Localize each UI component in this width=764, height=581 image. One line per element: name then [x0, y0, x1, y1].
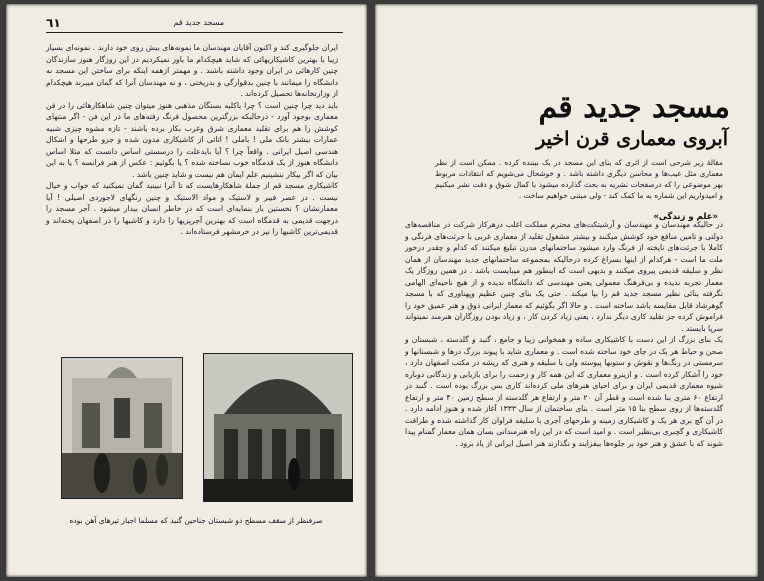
left-body-text	[46, 42, 338, 238]
paragraph: باید دید چرا چنین است ؟ چرا باکلیه بستگان مذهبی هنوز میتوان چنین شاهکارهائی را در فن معماری بوجود آورد - درحالیکه بزرگترین محصول فرنگ رفته‌های ما در این فن - اگر منتهای کوشش را هم برای تقلید معماری شرق وغرب بکار برده باشند - تازه مشوه چیزی شبیه عمارات بیشتر بانک ملی ! باملی ! اثاثی از کاشیکاری مدون شده و جزو طرحها و اشکال هندسی اصیل ایرانی . واقعاً چرا ؟ آیا بایدعلت را درسستی اساس دانست که مثلا اساس دانشگاه هنوز از یک قدمگاه خوب نساخته شده ؟ یا بگوئیم : عکس از هنر فرانسه ؟ یا به این بیان که اگر بیکار بنشینیم علم ایمان هم نیست و شاید چنین باشد .	[46, 100, 338, 179]
paragraph: یک بنای بزرگ از این دست با کاشیکاری ساده و همخوانی زیبا و جامع ، گنبد و گلدسته ، شبستان و صحن و حیاط هر یک در جای خود ساخته شده است . و معماری شاید با پیوند بزرگ درها و شبستانها و سرمستی در رنگ‌ها و نقوش و ستونها پیوسته ولی با سلیقه و هنری که ریشه در مکتب اصفهان دارد ، خود را آشکار کرده است . و ازینرو معماری که این همه کار و زحمت را برای بازیابی و زندگانی دوباره شیوه معماری قدیمی ایران و برای احیای هنرهای ملی کرده‌اند کاری بس بزرگ بوده است . گنبد در ارتفاع ۶۰ متری بنا شده است و قطر آن ۲۰ متر و ارتفاع هر گلدسته از سطح زمین ۴۰ متر و ارتفاع گلدسته‌ها از روی سطح بنا ۱۵ متر است . بنای ساختمان از سال ۱۳۳۳ آغاز شده و هنوز ادامه دارد . در آن گچ بری هر یک و کاشیکاری زمینه و طرحهای آجری با سلیقه فراوان کار گذاشته شده و ظرافت کاشیکاری و گچبری بی‌نظیر است . و امید است که در این راه هنرمندانی بسان همان معمار گمنام پیدا شوند که با عشق و هنر خود بر جلوه‌ها بیفزایند و نگذارند هنر اصیل ایرانی از یاد برود .	[405, 335, 723, 448]
article-subtitle: آبروی معماری قرن اخیر	[536, 128, 728, 150]
running-head: مسجد جدید قم	[173, 18, 225, 27]
page-header	[46, 18, 343, 33]
editor-intro: مقالهٔ زیر شرحی است از اثری که بنای این مسجد در یک بیننده کرده . ممکن است از نظر معماری مثل عیب‌ها و محاسن دیگری داشته باشد . و خوشحال می‌شویم که انتقادات مربوط بهر موضوعی را که درصفحات نشریه به بحث گذارده میشود با کمال شوق و دقت نشر میکنیم و امیدواریم این شماره به ما کمک کند - ولی مبتنی خواهیم ساخت .	[435, 158, 723, 200]
right-body-text	[405, 219, 723, 449]
photo-caption: صرفنظر از سقف مسطح دو شبستان جناحین گنبد که مسلما اجبار تیرهای آهن بوده	[69, 516, 323, 525]
right-page	[375, 4, 758, 577]
mosque-dome-photo	[203, 353, 353, 502]
article-title: مسجد جدید قم	[538, 90, 730, 125]
mosque-courtyard-photo	[61, 357, 183, 499]
paragraph: در حالیکه مهندسان و مهندسان و آرشیتکت‌های محترم مملکت اغلب درهرکار شرکت در مناقصه‌های دولتی و تامین منافع خود کوشش میکنند و بیشتر مشغول تقلید از معماری غربی با جرئت‌های فرنگی و کاملا با جرئت‌های ناپخته از فرنگ وارد میشود ساختمانهای مدرن تبلیغ میکنند که کدام و چقدر درخور ملت ما است - هرکدام از اینها بسراغ کرده درحالیکه بمجموعه ساختمانهای جدید مهندسان از همان نظر و سلیقه قدیمی پیروی میکنند و بدیهی است که اینطور هم میبایست باشد . در همین روزگار یک معمار تجربه ندیده و بی‌فرهنگ معمولی یعنی مهندسی که دانشگاه ندیده و از هیچ ناحیه‌ای الهامی نگرفته بنائی نظیر مسجد جدید قم را بپا میکند . حتی یک بنای چنین عظیم وپهناوری که با مسجد گوهرشاد قابل مقایسه باشد ساخته است . و حالا اگر بگوئیم که معمار ایرانی ذوق و هنر عمیق خود را فراموش کرده جز تقلید کاری دیگر ندارد ، یعنی زیاد کردن کار ، و زیاد بودن روزگاران هنرمند نمیتواند سرپا بایستد .	[405, 220, 723, 333]
paragraph: ایران جلوگیری کند و اکنون آقایان مهندسان ما نمونه‌های بیش روی خود دارند . نمونه‌ای بسیار زیبا با بهترین کاشیکاریهائی که شاید هیچکدام ما باور نمیکردیم در این روزگار هنوز سازندگان چنین کارهائی در ایران وجود داشته باشند . و مهمتر ازهمه اینکه برای ساختن این مسجد نه دانشگاه را میمانند با چنین بدقوارگی و بدریختی ، و نه مهندسان آنرا که گمان میبرند هیچکدام از وزارتخانه‌ها تحصیل کرده‌اند .	[46, 43, 338, 98]
page-number: ٦١	[46, 16, 61, 30]
left-page	[6, 4, 367, 577]
section-label: «علم و زندگی»	[653, 212, 718, 222]
paragraph: کاشیکاری مسجد قم از جملهٔ شاهکارهایست که تا آنرا نبینید گمان نمیکنید که خواب و خیال نیست . در عصر فیبر و لاستیک و مواد الاستیک و چنین رنگهای لاجوردی اصیلی ! آیا معمارنشان ؟ نخستین بار بنمایه‌ای است که در خاطر انسان بیدار میشود . آجر مسجد را درجهت قدیمی به قدمگاه است که بهترین آجرپزیها را دارد و کاشیها را در اصفهان پخته‌اند و قدیمی‌ترین کاشیها را نیز در خرمشهر فرستاده‌اند .	[46, 181, 338, 236]
